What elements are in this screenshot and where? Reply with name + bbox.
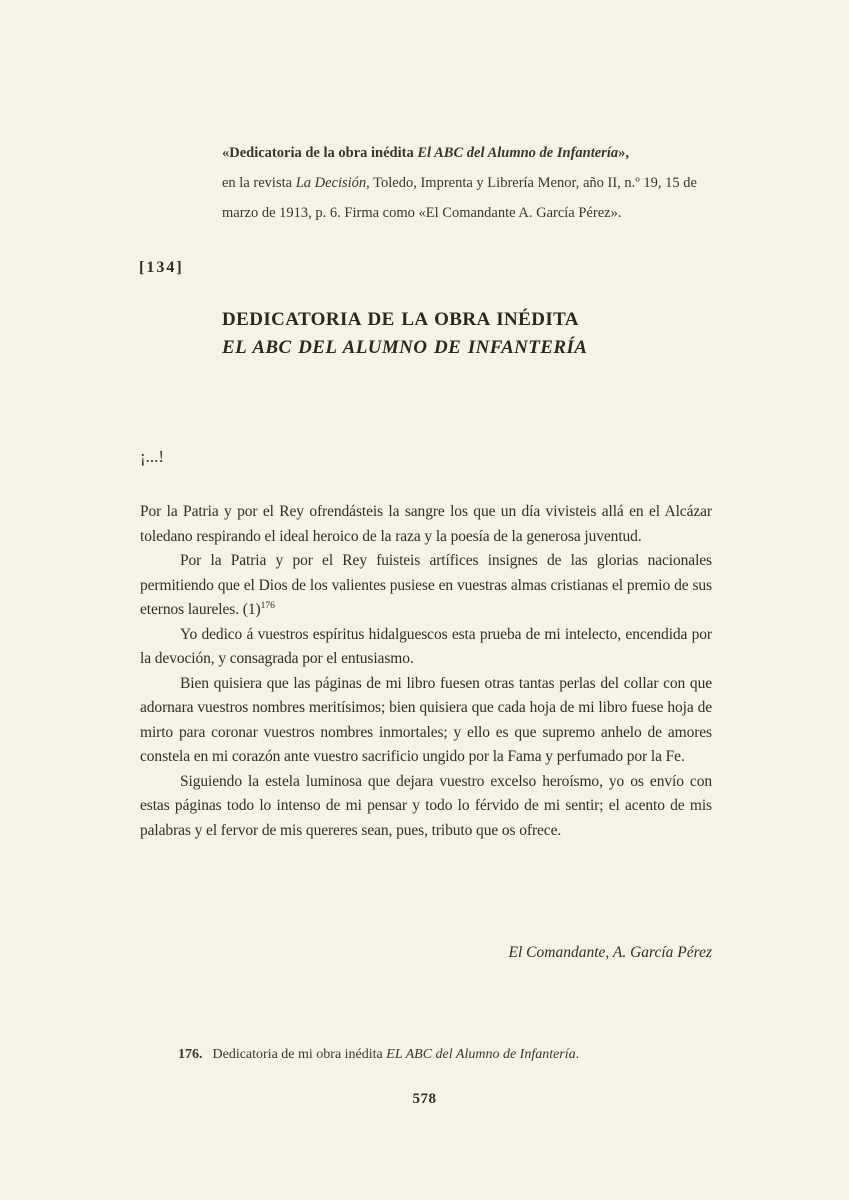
- entry-number: [134]: [139, 259, 184, 276]
- paragraph-2: [140, 549, 712, 623]
- page-number: 578: [412, 1091, 437, 1107]
- footnote-reference-marker: 176: [260, 600, 275, 611]
- footnote-number: 176.: [178, 1047, 203, 1062]
- citation-text: , Toledo, Imprenta y Librería Menor, año II, n.º 19, 15 de: [366, 175, 697, 191]
- paragraph-1: [140, 500, 712, 549]
- paragraph-text: Siguiendo la estela luminosa que dejara vuestro excelso heroísmo, yo os envío con estas páginas todo lo intenso de mi pensar y todo lo férvido de mi sentir; el acento de mis palabras y el fervor de mis quereres sean, pues, tributo que os ofrece.: [140, 772, 712, 839]
- body-text: [140, 500, 712, 843]
- footnote-text: Dedicatoria de mi obra inédita: [212, 1047, 387, 1062]
- paragraph-text: Yo dedico á vuestros espíritus hidalguescos esta prueba de mi intelecto, encendida por la devoción, y consagrada por el entusiasmo.: [140, 625, 712, 667]
- citation-text: en la revista: [222, 175, 296, 191]
- citation-bold-text: «Dedicatoria de la obra inédita: [222, 145, 418, 161]
- citation-line-1: [222, 138, 797, 168]
- footnote: [178, 1045, 718, 1065]
- entry-title: [222, 306, 587, 361]
- opening-exclamation: ¡...!: [140, 447, 165, 466]
- paragraph-text: Por la Patria y por el Rey ofrendásteis la sangre los que un día vivisteis allá en el Alcázar toledano respirando el ideal heroico de la raza y la poesía de la generosa juventud.: [140, 503, 712, 545]
- citation-line-3: [222, 198, 797, 228]
- footnote-work-title: EL ABC del Alumno de Infantería: [386, 1047, 576, 1062]
- journal-name: La Decisión: [295, 175, 367, 191]
- citation-bold-end: »,: [618, 145, 629, 161]
- source-citation: [222, 138, 797, 228]
- author-signature: El Comandante, A. García Pérez: [508, 944, 712, 961]
- paragraph-text: Bien quisiera que las páginas de mi libro fuesen otras tantas perlas del collar con que adornara vuestros nombres meritísimos; bien quisiera que cada hoja de mi libro fuese hoja de mirto para coronar vuestros nombres inmortales; y ello es que supremo anhelo de amores constela en mi corazón ante vuestro sacrificio ungido por la Fama y perfumado por la Fe.: [140, 674, 712, 765]
- paragraph-5: [140, 770, 712, 844]
- footnote-text-end: .: [575, 1047, 580, 1062]
- citation-line-2: [222, 168, 797, 198]
- citation-text: marzo de 1913, p. 6. Firma como «El Comandante A. García Pérez».: [222, 205, 622, 221]
- title-line-2: EL ABC DEL ALUMNO DE INFANTERÍA: [222, 336, 588, 358]
- paragraph-text: Por la Patria y por el Rey fuisteis artífices insignes de las glorias nacionales permitiendo que el Dios de los valientes pusiese en vuestras almas cristianas el premio de sus eternos laureles. (1): [140, 552, 712, 618]
- paragraph-3: [140, 623, 712, 672]
- title-line-1: DEDICATORIA DE LA OBRA INÉDITA: [222, 309, 579, 330]
- cited-work-title: El ABC del Alumno de Infantería: [417, 145, 619, 161]
- paragraph-4: [140, 672, 712, 770]
